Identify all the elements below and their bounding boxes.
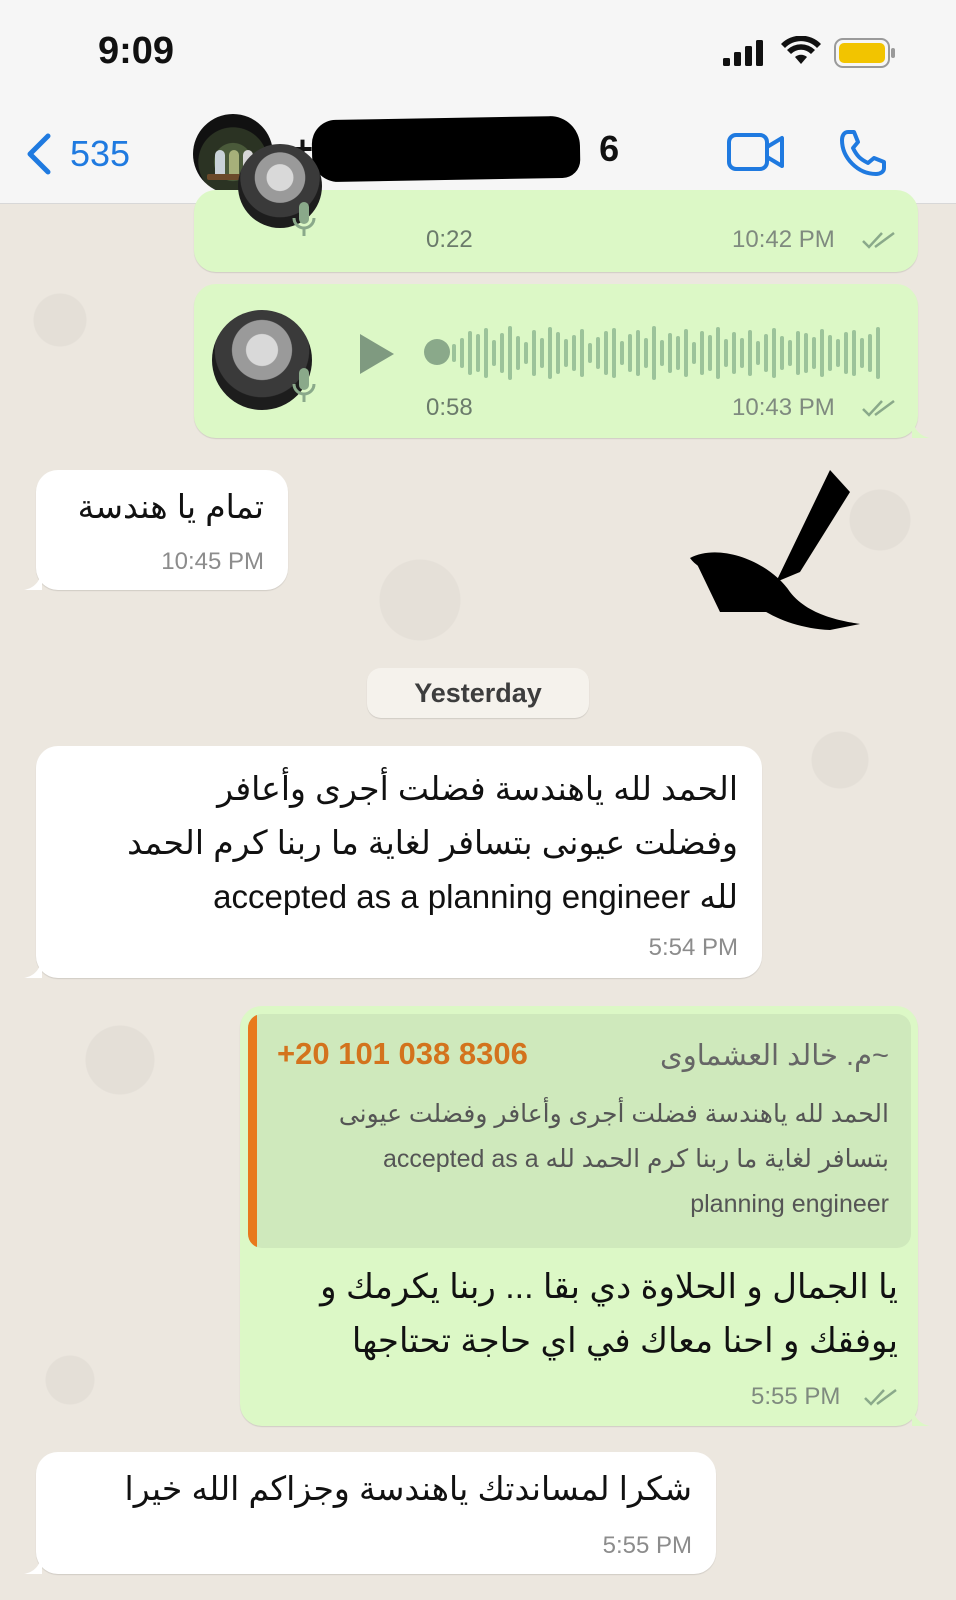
waveform-bar xyxy=(524,342,528,364)
quoted-text-line: الحمد لله ياهندسة فضلت أجرى وأعافر وفضلت عيونى xyxy=(338,1100,889,1128)
message-bubble[interactable] xyxy=(36,746,762,978)
waveform-bar xyxy=(468,331,472,375)
waveform-bar xyxy=(636,330,640,376)
waveform-bar xyxy=(876,327,880,379)
bubble-tail xyxy=(912,1406,930,1426)
waveform-bar xyxy=(764,334,768,372)
message-text-line: يوفقك و احنا معاك في اي حاجة تحتاجها xyxy=(351,1322,898,1360)
unread-count: 535 xyxy=(70,133,131,174)
waveform-bar xyxy=(804,333,808,373)
waveform-bar xyxy=(844,332,848,374)
waveform-bar xyxy=(708,335,712,371)
playback-scrubber[interactable] xyxy=(424,339,450,365)
quoted-text xyxy=(269,1092,889,1227)
wifi-icon xyxy=(781,36,821,66)
waveform-bar xyxy=(460,338,464,368)
waveform-bar xyxy=(812,337,816,369)
cellular-signal-icon xyxy=(723,40,767,66)
waveform-bar xyxy=(756,341,760,365)
waveform-bar xyxy=(588,343,592,363)
microphone-icon xyxy=(292,368,316,408)
message-time: 10:45 PM xyxy=(161,548,264,575)
bubble-tail xyxy=(912,418,930,438)
waveform-bar xyxy=(540,338,544,368)
waveform-bar xyxy=(644,338,648,368)
voice-message-bubble[interactable] xyxy=(194,284,918,438)
quoted-sender-phone: +20 101 038 8306 xyxy=(277,1036,528,1071)
bubble-tail xyxy=(24,958,42,978)
waveform-bar xyxy=(788,340,792,366)
message-text-line: وفضلت عيونى بتسافر لغاية ما ربنا كرم الحمد xyxy=(127,824,738,861)
message-text: تمام يا هندسة xyxy=(77,488,264,525)
waveform-bar xyxy=(684,329,688,377)
waveform-bar xyxy=(556,332,560,374)
waveform-bar xyxy=(484,328,488,378)
battery-icon xyxy=(834,38,896,68)
message-text-line: يا الجمال و الحلاوة دي بقا ... ربنا يكرمك و xyxy=(320,1268,898,1306)
waveform-bar xyxy=(676,336,680,370)
waveform-bar xyxy=(692,342,696,364)
waveform-bar xyxy=(716,327,720,379)
waveform-bar xyxy=(860,338,864,368)
quoted-sender-name: ~م. خالد العشماوى xyxy=(660,1040,889,1072)
waveform-bar xyxy=(852,330,856,376)
waveform-bar xyxy=(604,331,608,375)
waveform-bar xyxy=(828,335,832,371)
waveform-bar xyxy=(796,331,800,375)
voice-duration: 0:58 xyxy=(426,394,473,421)
waveform-bar xyxy=(700,331,704,375)
back-button[interactable] xyxy=(26,130,130,178)
bubble-tail xyxy=(24,570,42,590)
waveform-bar xyxy=(452,344,456,362)
date-separator: Yesterday xyxy=(367,668,589,718)
waveform-bar xyxy=(780,336,784,370)
waveform-bar xyxy=(660,340,664,366)
status-bar xyxy=(0,0,956,104)
waveform-bar xyxy=(740,338,744,368)
phone-icon[interactable] xyxy=(838,128,888,178)
waveform-bar xyxy=(500,333,504,373)
message-bubble[interactable] xyxy=(36,470,288,590)
waveform-bar xyxy=(772,328,776,378)
waveform-bar xyxy=(620,341,624,365)
message-bubble[interactable] xyxy=(36,1452,716,1574)
quoted-text-line: بتسافر لغاية ما ربنا كرم الحمد لله accepted as a xyxy=(382,1145,889,1173)
message-time: 5:54 PM xyxy=(648,934,738,961)
message-time: 5:55 PM xyxy=(751,1383,841,1410)
waveform-bar xyxy=(612,328,616,378)
voice-message-bubble[interactable] xyxy=(194,190,918,272)
waveform-bar xyxy=(572,335,576,371)
video-camera-icon[interactable] xyxy=(726,130,786,174)
waveform-bar xyxy=(564,339,568,367)
waveform-bar xyxy=(868,334,872,372)
contact-name-suffix: 6 xyxy=(599,128,620,169)
waveform-bar xyxy=(668,333,672,373)
waveform-bar xyxy=(580,329,584,377)
waveform-bar xyxy=(820,329,824,377)
waveform-bar xyxy=(516,336,520,370)
waveform-bar xyxy=(724,339,728,367)
waveform-bar xyxy=(508,326,512,380)
double-check-icon xyxy=(864,1387,898,1407)
message-time: 10:43 PM xyxy=(732,394,835,421)
double-check-icon xyxy=(862,398,896,418)
waveform-bar xyxy=(748,330,752,376)
bubble-tail xyxy=(24,1554,42,1574)
waveform-bar xyxy=(532,330,536,376)
play-icon[interactable] xyxy=(358,332,396,376)
double-check-icon xyxy=(862,230,896,250)
voice-duration: 0:22 xyxy=(426,226,473,253)
waveform-bar xyxy=(652,326,656,380)
status-time: 9:09 xyxy=(98,30,175,72)
message-text-line: لله accepted as a planning engineer xyxy=(213,878,738,915)
message-text-line: الحمد لله ياهندسة فضلت أجرى وأعافر xyxy=(217,770,738,807)
message-time: 10:42 PM xyxy=(732,226,835,253)
waveform-bar xyxy=(476,334,480,372)
quoted-text-line: planning engineer xyxy=(690,1190,889,1218)
message-text: شكرا لمساندتك ياهندسة وجزاكم الله خيرا xyxy=(124,1470,692,1507)
chat-header xyxy=(0,104,956,204)
message-time: 5:55 PM xyxy=(602,1532,692,1559)
waveform-bar xyxy=(732,332,736,374)
waveform-bar xyxy=(596,337,600,369)
scribble-mark xyxy=(680,462,870,642)
waveform-bar xyxy=(492,340,496,366)
quote-accent-bar xyxy=(248,1014,257,1248)
waveform-bar xyxy=(836,339,840,367)
waveform-bar xyxy=(548,327,552,379)
microphone-icon xyxy=(292,202,316,242)
quoted-message[interactable] xyxy=(248,1014,911,1248)
back-chevron-icon xyxy=(26,132,52,176)
redaction-mark xyxy=(311,116,580,183)
voice-waveform[interactable] xyxy=(452,318,882,388)
waveform-bar xyxy=(628,334,632,372)
